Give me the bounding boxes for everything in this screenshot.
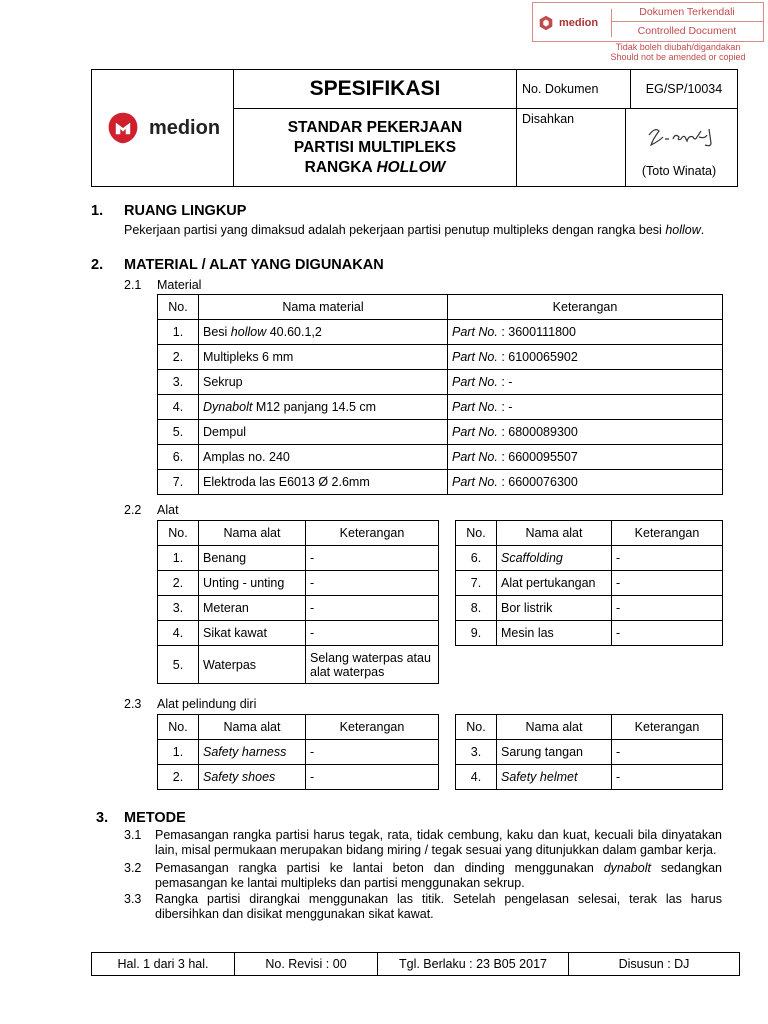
table-row (158, 370, 723, 395)
material-name: Amplas no. 240 (199, 445, 448, 470)
tool-note: - (612, 765, 723, 790)
document-subtitle (234, 109, 517, 187)
material-name: Besi hollow 40.60.1,2 (199, 320, 448, 345)
document-title: SPESIFIKASI (234, 70, 517, 109)
material-name: Multipleks 6 mm (199, 345, 448, 370)
tool-note: - (612, 571, 723, 596)
material-part: Part No. : 3600111800 (448, 320, 723, 345)
footer-revision: No. Revisi : 00 (235, 953, 378, 976)
stamp-brand: medion (559, 17, 599, 29)
column-header: Keterangan (612, 521, 723, 546)
apd-label: Alat pelindung diri (157, 697, 257, 711)
tool-note: - (306, 571, 439, 596)
table-row (158, 621, 439, 646)
row-number: 7. (456, 571, 497, 596)
stamp-note-en: Should not be amended or copied (610, 52, 746, 62)
table-row (456, 546, 723, 571)
table-row (456, 571, 723, 596)
section-2-number: 2. (91, 257, 104, 273)
table-row (158, 596, 439, 621)
material-part: Part No. : 6600076300 (448, 470, 723, 495)
alat-number: 2.2 (124, 503, 142, 517)
tool-name: Benang (199, 546, 306, 571)
table-row (158, 765, 439, 790)
subtitle-line-3: RANGKA HOLLOW (304, 158, 446, 176)
table-header-row (456, 521, 723, 546)
table-row (158, 646, 439, 684)
tool-note: - (612, 621, 723, 646)
table-header-row (456, 715, 723, 740)
tool-name: Waterpas (199, 646, 306, 684)
tool-note: - (612, 596, 723, 621)
table-row (456, 740, 723, 765)
tool-note: - (306, 765, 439, 790)
row-number: 1. (158, 320, 199, 345)
column-header: Keterangan (306, 715, 439, 740)
document-header (91, 69, 738, 187)
material-part: Part No. : 6600095507 (448, 445, 723, 470)
subtitle-line-1: STANDAR PEKERJAAN (287, 118, 463, 136)
table-row (158, 320, 723, 345)
table-row (158, 395, 723, 420)
table-row (158, 470, 723, 495)
row-number: 5. (158, 646, 199, 684)
method-text: Pemasangan rangka partisi harus tegak, rata, tidak cembung, kaku dan kuat, kecuali bila dinyatakan lain, misal permukaan merupakan bidang miring / tegak sesuai yang ditunjukkan dalam gambar kerja. (155, 828, 722, 857)
tool-note: - (612, 740, 723, 765)
tool-name: Safety helmet (497, 765, 612, 790)
row-number: 1. (158, 740, 199, 765)
tool-note: - (306, 740, 439, 765)
material-name: Elektroda las E6013 Ø 2.6mm (199, 470, 448, 495)
apd-table-left (157, 714, 439, 790)
footer-author: Disusun : DJ (569, 953, 740, 976)
tool-name: Mesin las (497, 621, 612, 646)
method-text: Rangka partisi dirangkai menggunakan las titik. Setelah pengelasan selesai, terak las harus dibersihkan dan disikat menggunakan sikat kawat. (155, 892, 722, 921)
row-number: 4. (158, 395, 199, 420)
tool-note: - (306, 546, 439, 571)
section-3-number: 3. (96, 810, 109, 826)
column-header: Keterangan (448, 295, 723, 320)
table-header-row (158, 295, 723, 320)
material-name: Dempul (199, 420, 448, 445)
row-number: 3. (158, 596, 199, 621)
row-number: 3. (456, 740, 497, 765)
tool-note: Selang waterpas atau alat waterpas (306, 646, 439, 684)
stamp-note: Tidak boleh diubah/digandakan (615, 42, 741, 52)
column-header: Nama alat (199, 521, 306, 546)
column-header: Nama material (199, 295, 448, 320)
tool-name: Sikat kawat (199, 621, 306, 646)
column-header: No. (456, 715, 497, 740)
row-number: 4. (456, 765, 497, 790)
material-part: Part No. : 6800089300 (448, 420, 723, 445)
tool-name: Bor listrik (497, 596, 612, 621)
table-row (456, 596, 723, 621)
apd-number: 2.3 (124, 697, 142, 711)
footer-page: Hal. 1 dari 3 hal. (92, 953, 235, 976)
section-1-number: 1. (91, 203, 104, 219)
stamp-status-en: Controlled Document (637, 25, 737, 37)
table-header-row (158, 521, 439, 546)
tool-name: Safety shoes (199, 765, 306, 790)
approval-divider (517, 109, 626, 186)
tool-name: Unting - unting (199, 571, 306, 596)
table-row (158, 546, 439, 571)
section-1-title: RUANG LINGKUP (124, 203, 247, 219)
material-part: Part No. : - (448, 395, 723, 420)
approval-cell (517, 109, 738, 187)
table-row (158, 740, 439, 765)
row-number: 2. (158, 345, 199, 370)
section-2-title: MATERIAL / ALAT YANG DIGUNAKAN (124, 257, 384, 273)
approver-name: (Toto Winata) (641, 164, 717, 179)
column-header: No. (158, 521, 199, 546)
row-number: 5. (158, 420, 199, 445)
row-number: 1. (158, 546, 199, 571)
row-number: 9. (456, 621, 497, 646)
material-number: 2.1 (124, 278, 142, 292)
material-label: Material (157, 278, 202, 292)
footer-effective-date: Tgl. Berlaku : 23 B05 2017 (378, 953, 569, 976)
method-number: 3.3 (124, 892, 142, 906)
row-number: 4. (158, 621, 199, 646)
stamp-status: Dokumen Terkendali (611, 3, 763, 22)
row-number: 3. (158, 370, 199, 395)
row-number: 2. (158, 765, 199, 790)
row-number: 7. (158, 470, 199, 495)
apd-table-right (455, 714, 723, 790)
alat-table-left (157, 520, 439, 684)
tool-name: Alat pertukangan (497, 571, 612, 596)
row-number: 6. (158, 445, 199, 470)
table-row (456, 621, 723, 646)
method-number: 3.2 (124, 861, 142, 875)
table-row (158, 420, 723, 445)
document-footer (91, 952, 740, 976)
row-number: 6. (456, 546, 497, 571)
material-part: Part No. : 6100065902 (448, 345, 723, 370)
material-name: Dynabolt M12 panjang 14.5 cm (199, 395, 448, 420)
controlled-document-stamp (532, 2, 766, 60)
section-3-title: METODE (124, 810, 186, 826)
doc-no-value: EG/SP/10034 (631, 70, 738, 109)
approved-label: Disahkan (522, 112, 575, 127)
subtitle-line-2: PARTISI MULTIPLEKS (293, 138, 457, 156)
tool-name: Meteran (199, 596, 306, 621)
column-header: Keterangan (612, 715, 723, 740)
column-header: Nama alat (497, 715, 612, 740)
stamp-logo (537, 9, 612, 37)
tool-note: - (612, 546, 723, 571)
tool-name: Scaffolding (497, 546, 612, 571)
tool-name: Safety harness (199, 740, 306, 765)
header-logo-cell (92, 70, 234, 187)
tool-note: - (306, 621, 439, 646)
medion-logo-icon (105, 110, 141, 146)
column-header: No. (456, 521, 497, 546)
column-header: No. (158, 715, 199, 740)
row-number: 8. (456, 596, 497, 621)
tool-name: Sarung tangan (497, 740, 612, 765)
row-number: 2. (158, 571, 199, 596)
column-header: Nama alat (497, 521, 612, 546)
table-row (158, 445, 723, 470)
column-header: Keterangan (306, 521, 439, 546)
doc-no-label: No. Dokumen (517, 70, 631, 109)
table-row (158, 571, 439, 596)
column-header: Nama alat (199, 715, 306, 740)
method-text: Pemasangan rangka partisi ke lantai beton dan dinding menggunakan dynabolt sedangkan pemasangan ke lantai multipleks dan partisi menggunakan sekrup. (155, 861, 723, 890)
table-header-row (158, 715, 439, 740)
tool-note: - (306, 596, 439, 621)
table-row (158, 345, 723, 370)
material-part: Part No. : - (448, 370, 723, 395)
alat-label: Alat (157, 503, 179, 517)
material-name: Sekrup (199, 370, 448, 395)
alat-table-right (455, 520, 723, 646)
method-number: 3.1 (124, 828, 142, 842)
material-table (157, 294, 723, 495)
section-1-text: Pekerjaan partisi yang dimaksud adalah pekerjaan partisi penutup multipleks dengan rangka besi hollow. (124, 223, 705, 237)
header-brand: medion (148, 116, 221, 139)
column-header: No. (158, 295, 199, 320)
medion-logo-icon (537, 14, 555, 32)
signature (645, 123, 721, 149)
table-row (456, 765, 723, 790)
